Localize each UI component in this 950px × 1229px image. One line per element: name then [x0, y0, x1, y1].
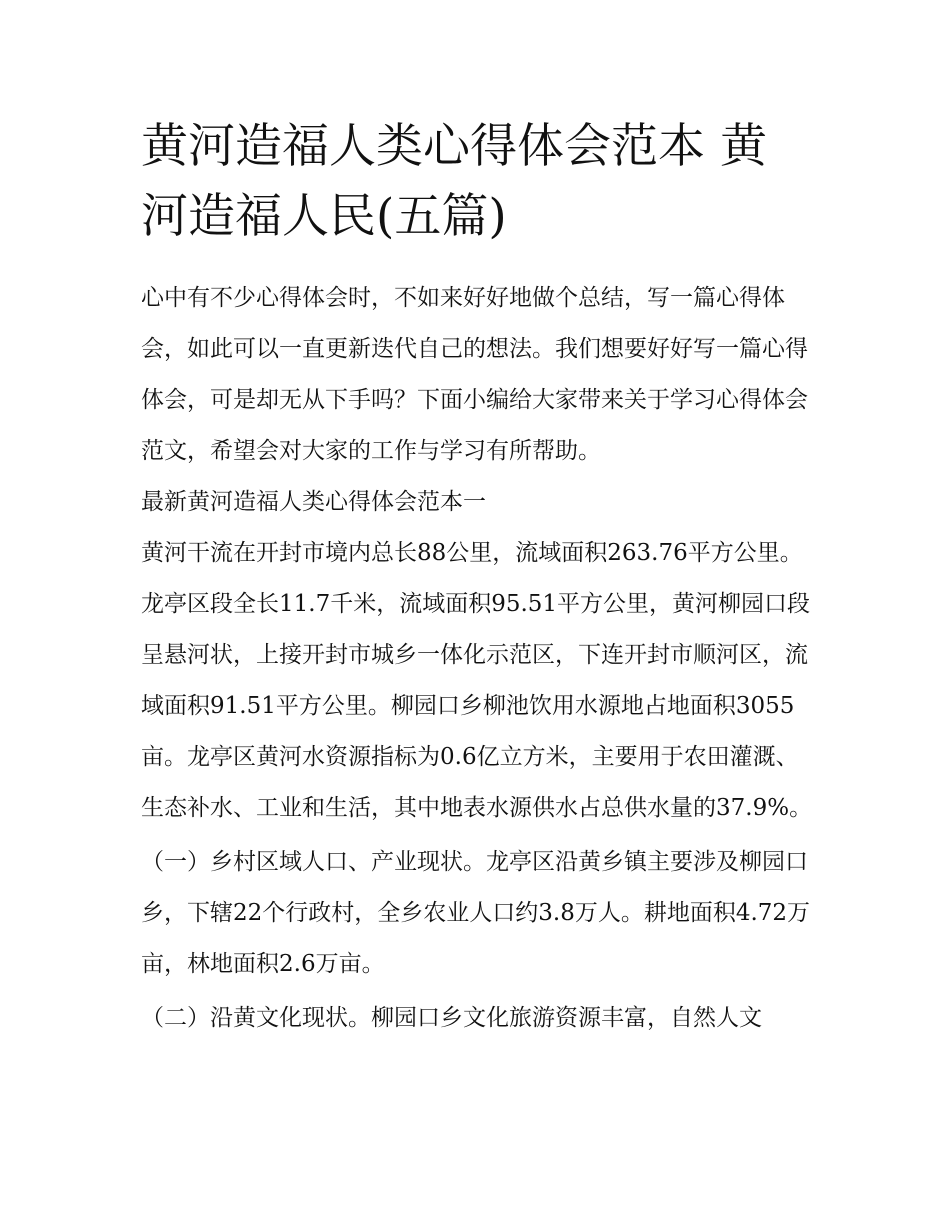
list-item-1: （一）乡村区域人口、产业现状。龙亭区沿黄乡镇主要涉及柳园口乡，下辖22个行政村，全乡农业人口约3.8万人。耕地面积4.72万亩，林地面积2.6万亩。 — [141, 849, 811, 977]
list-item-2: （二）沿黄文化现状。柳园口乡文化旅游资源丰富，自然人文 — [141, 1005, 762, 1031]
intro-paragraph: 心中有不少心得体会时，不如来好好地做个总结，写一篇心得体会，如此可以一直更新迭代自己的想法。我们想要好好写一篇心得体会，可是却无从下手吗？下面小编给大家带来关于学习心得体会范文，希望会对大家的工作与学习有所帮助。 — [141, 285, 808, 464]
section-heading: 最新黄河造福人类心得体会范本一 — [141, 489, 486, 515]
document-title: 黄河造福人类心得体会范本 黄河造福人民(五篇) — [141, 119, 767, 244]
document-content — [141, 112, 813, 1044]
body-paragraph: 黄河干流在开封市境内总长88公里，流域面积263.76平方公里。龙亭区段全长11.7千米，流域面积95.51平方公里，黄河柳园口段呈悬河状，上接开封市城乡一体化示范区，下连开封市顺河区，流域面积91.51平方公里。柳园口乡柳池饮用水源地占地面积3055亩。龙亭区黄河水资源指标为0.6亿立方米，主要用于农田灌溉、生态补水、工业和生活，其中地表水源供水占总供水量的37.9%。 — [141, 540, 813, 821]
